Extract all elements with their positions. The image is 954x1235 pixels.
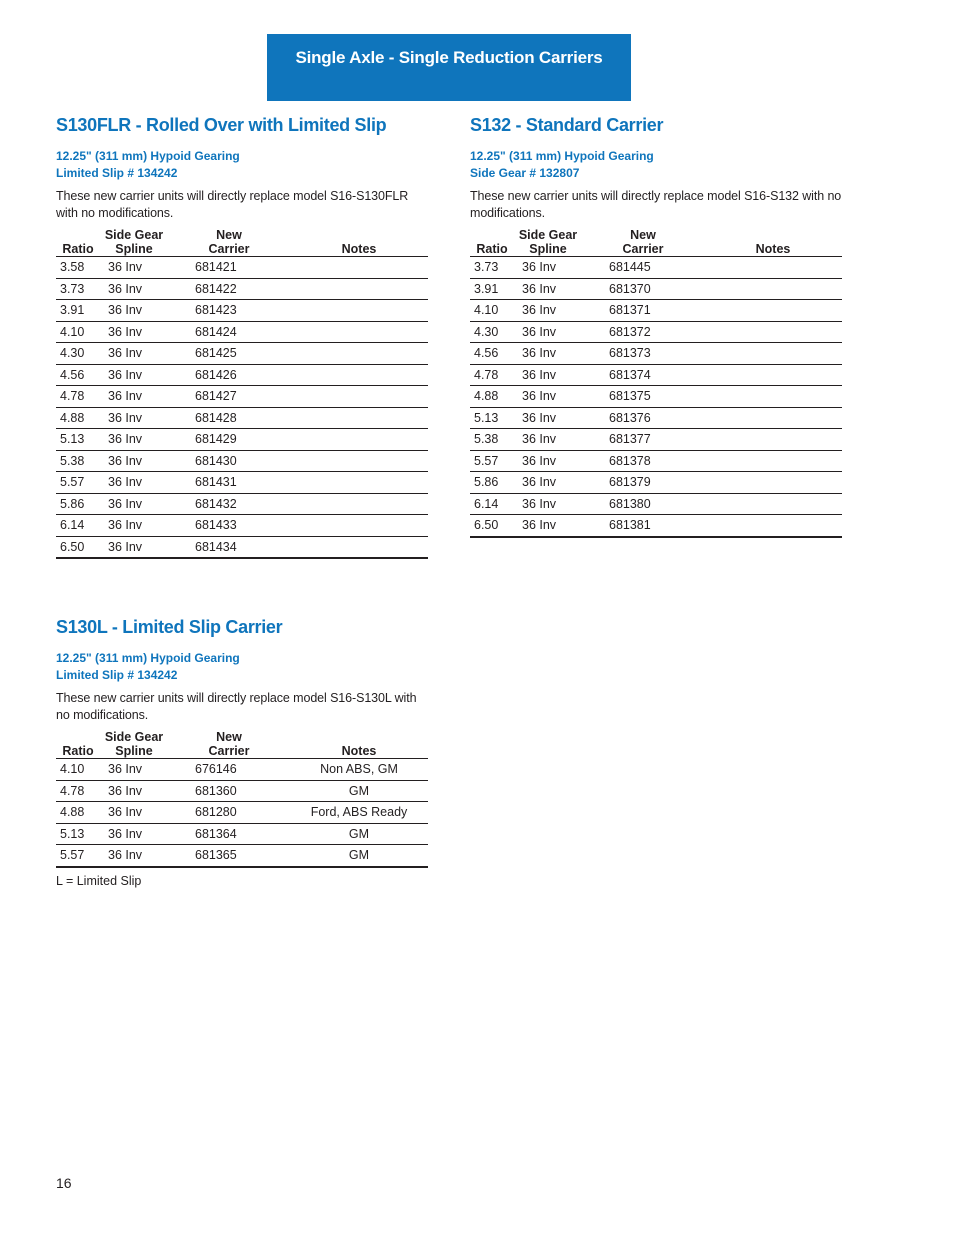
cell-carrier: 681426 — [168, 364, 290, 386]
cell-ratio: 3.73 — [56, 278, 100, 300]
section-s130flr — [56, 114, 428, 559]
table-row — [470, 515, 842, 537]
cell-ratio: 6.50 — [470, 515, 514, 537]
part-number: Side Gear # 132807 — [470, 166, 580, 180]
cell-notes — [290, 407, 428, 429]
cell-notes — [704, 386, 842, 408]
cell-ratio: 5.86 — [56, 493, 100, 515]
cell-ratio: 4.30 — [470, 321, 514, 343]
header-notes: Notes — [290, 228, 428, 257]
header-carrier-line1: New — [630, 228, 656, 242]
cell-spline: 36 Inv — [100, 536, 168, 558]
cell-notes — [704, 472, 842, 494]
cell-carrier: 681434 — [168, 536, 290, 558]
cell-spline: 36 Inv — [514, 386, 582, 408]
cell-spline: 36 Inv — [100, 407, 168, 429]
cell-spline: 36 Inv — [100, 364, 168, 386]
cell-notes — [704, 515, 842, 537]
header-carrier-line1: New — [216, 730, 242, 744]
table-row — [56, 536, 428, 558]
table-row — [470, 300, 842, 322]
cell-carrier: 681360 — [168, 780, 290, 802]
cell-spline: 36 Inv — [100, 515, 168, 537]
cell-spline: 36 Inv — [100, 450, 168, 472]
subtitle-block — [470, 148, 842, 182]
cell-ratio: 5.13 — [56, 823, 100, 845]
cell-notes — [290, 450, 428, 472]
cell-carrier: 681280 — [168, 802, 290, 824]
section-description: These new carrier units will directly replace model S16-S130FLR with no modifications. — [56, 189, 409, 220]
cell-spline: 36 Inv — [100, 300, 168, 322]
header-carrier — [582, 228, 704, 257]
header-row — [470, 228, 842, 257]
cell-notes: GM — [290, 845, 428, 867]
table-row — [470, 278, 842, 300]
cell-ratio: 5.13 — [56, 429, 100, 451]
cell-spline: 36 Inv — [100, 343, 168, 365]
table-row — [470, 386, 842, 408]
cell-carrier: 681430 — [168, 450, 290, 472]
cell-ratio: 4.88 — [470, 386, 514, 408]
cell-carrier: 681374 — [582, 364, 704, 386]
cell-notes: Ford, ABS Ready — [290, 802, 428, 824]
cell-carrier: 681371 — [582, 300, 704, 322]
cell-carrier: 681432 — [168, 493, 290, 515]
table-row — [56, 407, 428, 429]
table-row — [56, 321, 428, 343]
table-row — [56, 472, 428, 494]
table-row — [470, 450, 842, 472]
cell-carrier: 681423 — [168, 300, 290, 322]
table-row — [470, 472, 842, 494]
header-row — [56, 730, 428, 759]
cell-spline: 36 Inv — [514, 321, 582, 343]
cell-ratio: 4.88 — [56, 407, 100, 429]
cell-ratio: 4.56 — [470, 343, 514, 365]
header-notes: Notes — [290, 730, 428, 759]
cell-spline: 36 Inv — [100, 823, 168, 845]
cell-ratio: 5.13 — [470, 407, 514, 429]
cell-ratio: 5.57 — [56, 472, 100, 494]
header-carrier-line1: New — [216, 228, 242, 242]
cell-ratio: 4.78 — [56, 780, 100, 802]
cell-ratio: 4.56 — [56, 364, 100, 386]
cell-ratio: 5.86 — [470, 472, 514, 494]
header-carrier — [168, 228, 290, 257]
cell-notes — [704, 321, 842, 343]
cell-ratio: 4.10 — [56, 321, 100, 343]
cell-ratio: 5.38 — [470, 429, 514, 451]
section-title: S130L - Limited Slip Carrier — [56, 617, 283, 637]
gearing-label: 12.25" (311 mm) Hypoid Gearing — [56, 149, 240, 163]
banner-title: Single Axle - Single Reduction Carriers — [295, 47, 603, 67]
cell-spline: 36 Inv — [100, 845, 168, 867]
cell-notes — [290, 493, 428, 515]
cell-carrier: 681429 — [168, 429, 290, 451]
cell-notes: GM — [290, 823, 428, 845]
cell-notes — [290, 429, 428, 451]
cell-ratio: 5.57 — [470, 450, 514, 472]
cell-notes — [290, 536, 428, 558]
cell-spline: 36 Inv — [100, 278, 168, 300]
table-row — [470, 343, 842, 365]
cell-spline: 36 Inv — [514, 257, 582, 279]
cell-spline: 36 Inv — [100, 472, 168, 494]
cell-ratio: 4.78 — [470, 364, 514, 386]
table-row — [56, 278, 428, 300]
table-row — [470, 364, 842, 386]
header-spline-line2: Spline — [115, 242, 153, 256]
table-row — [56, 343, 428, 365]
header-carrier-line2: Carrier — [208, 242, 250, 256]
cell-spline: 36 Inv — [100, 386, 168, 408]
subtitle-block — [56, 148, 428, 182]
table-row — [470, 257, 842, 279]
cell-carrier: 681431 — [168, 472, 290, 494]
table-row — [470, 321, 842, 343]
cell-spline: 36 Inv — [100, 429, 168, 451]
cell-spline: 36 Inv — [514, 278, 582, 300]
table-row — [56, 364, 428, 386]
cell-spline: 36 Inv — [100, 802, 168, 824]
cell-notes: Non ABS, GM — [290, 759, 428, 781]
table-row — [56, 515, 428, 537]
cell-notes — [290, 364, 428, 386]
table-row — [56, 780, 428, 802]
cell-notes — [704, 300, 842, 322]
cell-notes — [704, 493, 842, 515]
cell-notes — [704, 450, 842, 472]
cell-carrier: 681378 — [582, 450, 704, 472]
header-spline — [514, 228, 582, 257]
cell-carrier: 681376 — [582, 407, 704, 429]
cell-spline: 36 Inv — [514, 407, 582, 429]
cell-ratio: 4.10 — [56, 759, 100, 781]
part-number: Limited Slip # 134242 — [56, 668, 178, 682]
header-spline-line1: Side Gear — [104, 228, 164, 242]
cell-carrier: 681370 — [582, 278, 704, 300]
header-carrier-line2: Carrier — [622, 242, 664, 256]
cell-spline: 36 Inv — [100, 321, 168, 343]
table-row — [56, 257, 428, 279]
cell-ratio: 4.30 — [56, 343, 100, 365]
cell-notes — [290, 300, 428, 322]
table-row — [56, 802, 428, 824]
table-row — [56, 429, 428, 451]
cell-carrier: 681364 — [168, 823, 290, 845]
header-spline-line1: Side Gear — [518, 228, 578, 242]
header-spline-line1: Side Gear — [104, 730, 164, 744]
cell-ratio: 6.50 — [56, 536, 100, 558]
header-ratio: Ratio — [56, 730, 100, 759]
cell-ratio: 3.91 — [56, 300, 100, 322]
subtitle-block — [56, 650, 428, 684]
cell-carrier: 681428 — [168, 407, 290, 429]
page-banner — [267, 34, 631, 101]
cell-carrier: 681421 — [168, 257, 290, 279]
header-spline-line2: Spline — [115, 744, 153, 758]
carrier-table — [470, 228, 842, 538]
cell-carrier: 681381 — [582, 515, 704, 537]
cell-notes: GM — [290, 780, 428, 802]
table-row — [56, 386, 428, 408]
cell-notes — [704, 257, 842, 279]
cell-notes — [704, 429, 842, 451]
carrier-table — [56, 730, 428, 868]
header-spline — [100, 228, 168, 257]
cell-notes — [704, 407, 842, 429]
footnote: L = Limited Slip — [56, 873, 142, 888]
section-title: S130FLR - Rolled Over with Limited Slip — [56, 115, 387, 135]
cell-spline: 36 Inv — [514, 515, 582, 537]
cell-carrier: 681445 — [582, 257, 704, 279]
table-row — [56, 845, 428, 867]
table-row — [470, 429, 842, 451]
cell-notes — [290, 278, 428, 300]
cell-carrier: 676146 — [168, 759, 290, 781]
table-row — [56, 300, 428, 322]
cell-carrier: 681377 — [582, 429, 704, 451]
cell-notes — [704, 364, 842, 386]
cell-carrier: 681375 — [582, 386, 704, 408]
cell-notes — [290, 321, 428, 343]
table-row — [56, 823, 428, 845]
section-s130l — [56, 616, 428, 888]
cell-spline: 36 Inv — [100, 493, 168, 515]
cell-carrier: 681373 — [582, 343, 704, 365]
header-carrier — [168, 730, 290, 759]
cell-notes — [704, 343, 842, 365]
section-title: S132 - Standard Carrier — [470, 115, 664, 135]
table-row — [470, 407, 842, 429]
cell-ratio: 5.57 — [56, 845, 100, 867]
header-carrier-line2: Carrier — [208, 744, 250, 758]
header-ratio: Ratio — [470, 228, 514, 257]
header-spline — [100, 730, 168, 759]
cell-notes — [704, 278, 842, 300]
table-row — [56, 493, 428, 515]
cell-carrier: 681424 — [168, 321, 290, 343]
cell-ratio: 6.14 — [470, 493, 514, 515]
header-notes: Notes — [704, 228, 842, 257]
cell-ratio: 3.91 — [470, 278, 514, 300]
header-ratio: Ratio — [56, 228, 100, 257]
cell-spline: 36 Inv — [514, 472, 582, 494]
header-row — [56, 228, 428, 257]
table-row — [470, 493, 842, 515]
cell-carrier: 681379 — [582, 472, 704, 494]
cell-ratio: 3.58 — [56, 257, 100, 279]
section-s132 — [470, 114, 842, 538]
cell-notes — [290, 472, 428, 494]
cell-spline: 36 Inv — [100, 257, 168, 279]
cell-spline: 36 Inv — [514, 343, 582, 365]
page-number: 16 — [56, 1175, 72, 1191]
cell-notes — [290, 343, 428, 365]
cell-spline: 36 Inv — [100, 759, 168, 781]
cell-notes — [290, 515, 428, 537]
cell-ratio: 3.73 — [470, 257, 514, 279]
cell-carrier: 681372 — [582, 321, 704, 343]
cell-carrier: 681380 — [582, 493, 704, 515]
cell-spline: 36 Inv — [514, 300, 582, 322]
cell-notes — [290, 386, 428, 408]
cell-spline: 36 Inv — [514, 493, 582, 515]
cell-carrier: 681433 — [168, 515, 290, 537]
header-spline-line2: Spline — [529, 242, 567, 256]
cell-spline: 36 Inv — [100, 780, 168, 802]
table-row — [56, 450, 428, 472]
part-number: Limited Slip # 134242 — [56, 166, 178, 180]
cell-spline: 36 Inv — [514, 364, 582, 386]
cell-ratio: 5.38 — [56, 450, 100, 472]
section-description: These new carrier units will directly replace model S16-S130L with no modifications. — [56, 691, 417, 722]
gearing-label: 12.25" (311 mm) Hypoid Gearing — [470, 149, 654, 163]
cell-ratio: 6.14 — [56, 515, 100, 537]
cell-spline: 36 Inv — [514, 450, 582, 472]
gearing-label: 12.25" (311 mm) Hypoid Gearing — [56, 651, 240, 665]
cell-carrier: 681427 — [168, 386, 290, 408]
carrier-table — [56, 228, 428, 559]
cell-spline: 36 Inv — [514, 429, 582, 451]
section-description: These new carrier units will directly replace model S16-S132 with no modifications. — [470, 189, 842, 220]
table-row — [56, 759, 428, 781]
cell-ratio: 4.88 — [56, 802, 100, 824]
cell-notes — [290, 257, 428, 279]
cell-ratio: 4.78 — [56, 386, 100, 408]
cell-ratio: 4.10 — [470, 300, 514, 322]
cell-carrier: 681365 — [168, 845, 290, 867]
cell-carrier: 681422 — [168, 278, 290, 300]
cell-carrier: 681425 — [168, 343, 290, 365]
